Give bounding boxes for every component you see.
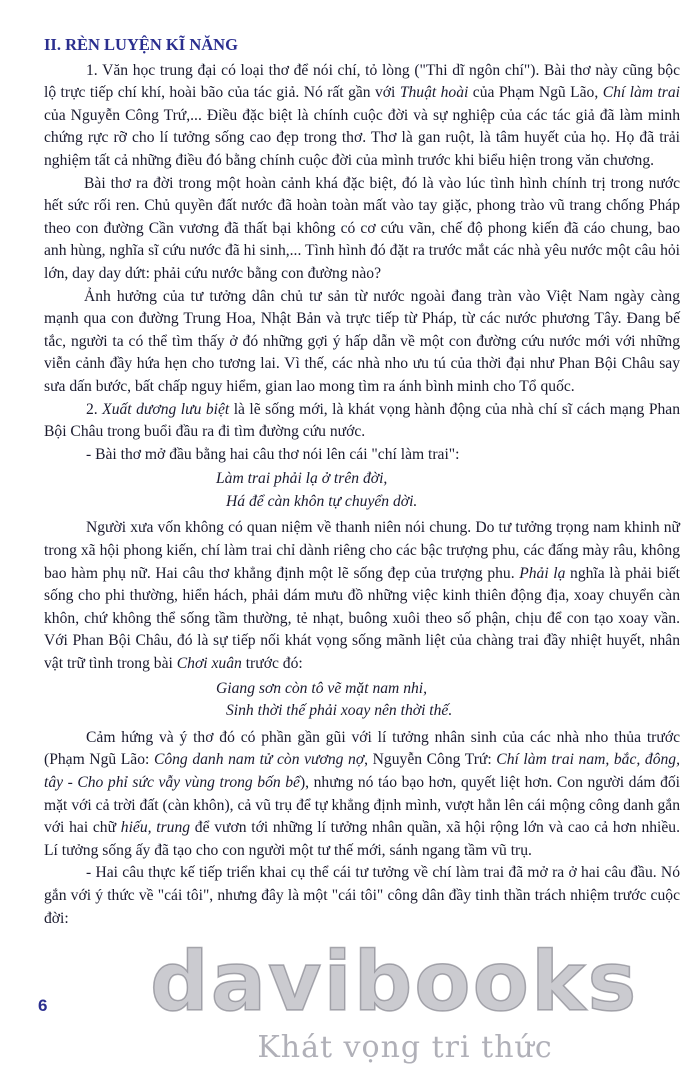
text-run: ), nhưng nó táo bạo hơn, quyết liệt hơn. Con người dám đối mặt với cả trời đất (càn khôn), cả vũ trụ để tự khẳng định mình, vượt hẳn lên cái mộng công danh gắn với hai chữ <box>44 774 680 837</box>
verse-line: Giang sơn còn tô vẽ mặt nam nhi, <box>216 679 428 697</box>
paragraph-2: Bài thơ ra đời trong một hoàn cảnh khá đặc biệt, đó là vào lúc tình hình chính trị trong nước hết sức rối ren. Chủ quyền đất nước đã hoàn toàn mất vào tay giặc, phong trào vũ trang chống Pháp theo con đường Cần vương đã thất bại không có cơ cứu vãn, chế độ phong kiến đã cáo chung, bao anh hùng, nghĩa sĩ cứu nước đã hi sinh,... Tình hình đó đặt ra trước mắt các nhà yêu nước một câu hỏi lớn, day day dứt: phải cứu nước bằng con đường nào? <box>44 174 680 282</box>
italic-title: Chí làm trai <box>602 84 680 102</box>
paragraph-4 <box>44 399 680 444</box>
paragraph-8: - Hai câu thực kế tiếp triển khai cụ thể cái tư tưởng về chí làm trai đã mở ra ở hai câu đầu. Nó gắn với ý thức về "cái tôi", nhưng đây là một "cái tôi" công dân đầy tinh thần trách nhiệm trước cuộc đời: <box>44 864 680 927</box>
text-run: Cảm hứng và ý thơ đó có phần gần gũi với lí tưởng nhân sinh của các nhà nho thủa trước (Phạm Ngũ Lão: <box>44 728 680 769</box>
watermark-tagline: Khát vọng tri thức <box>257 1030 553 1065</box>
text-run: của Nguyễn Công Trứ,... Điều đặc biệt là chính cuộc đời và sự nghiệp của các tác giả đã làm minh chứng rực rỡ cho lí tưởng sống cao đẹp trong thơ. Thơ là gan ruột, là tâm huyết của họ. Họ đã trải nghiệm tất cả những điều đó bằng chính cuộc đời của mình trước khi biểu hiện trong văn chương. <box>44 106 680 169</box>
text-run: Người xưa vốn không có quan niệm về thanh niên nói chung. Do tư tưởng trọng nam khinh nữ trong xã hội phong kiến, chí làm trai chỉ dành riêng cho các bậc trượng phu, các đấng mày râu, không bao hàm phụ nữ. Hai câu thơ khẳng định một lẽ sống đẹp của trượng phu. <box>44 519 680 582</box>
watermark-brand: davibooks <box>150 935 639 1030</box>
text-run: để vươn tới những lí tưởng nhân quần, xã hội rộng lớn và cao cả hơn nhiều. Lí tưởng sống ấy đã tạo cho con người một tư thế mới, sánh ngang tầm vũ trụ. <box>44 819 680 859</box>
paragraph-1 <box>44 60 680 173</box>
text-run: 1. Văn học trung đại có loại thơ để nói chí, tỏ lòng ("Thi dĩ ngôn chí"). Bài thơ này cũng bộc lộ trực tiếp chí khí, hoài bão của tác giả. Nó rất gần với <box>44 61 680 102</box>
italic-phrase: hiếu, trung <box>120 819 191 837</box>
page-number: 6 <box>38 996 48 1015</box>
verse-line: Há để càn khôn tự chuyển dời. <box>226 492 418 510</box>
paragraph-7 <box>44 727 680 863</box>
italic-title: Thuật hoài <box>399 84 469 102</box>
text-run: là lẽ sống mới, là khát vọng hành động của nhà chí sĩ cách mạng Phan Bội Châu trong buổi đầu ra đi tìm đường cứu nước. <box>44 400 681 441</box>
verse-line: Làm trai phải lạ ở trên đời, <box>216 470 388 488</box>
text-run: , Nguyễn Công Trứ: <box>364 751 497 769</box>
italic-quote: Công danh nam tử còn vương nợ <box>153 751 365 769</box>
verse-block-1 <box>44 468 680 513</box>
text-run: 2. <box>86 400 103 418</box>
text-run: của Phạm Ngũ Lão, <box>468 84 603 102</box>
section-heading: II. RÈN LUYỆN KĨ NĂNG <box>44 35 238 54</box>
text-run: nghĩa là phải biết sống cho phi thường, hiển hách, phải dám mưu đồ những việc kinh thiên động địa, xoay chuyển càn khôn, chứ không thể sống tầm thường, tẻ nhạt, buông xuôi theo số phận, chịu để con tạo xoay vần. Với Phan Bội Châu, đó là sự tiếp nối khát vọng sống mãnh liệt của chàng trai đầy nhiệt huyết, nhân vật trữ tình trong bài <box>44 564 680 673</box>
paragraph-6 <box>44 517 680 675</box>
page-content <box>44 30 680 930</box>
text-run: trước đó: <box>241 655 303 673</box>
verse-line: Sinh thời thế phải xoay nên thời thế. <box>226 702 453 720</box>
italic-quote: Chí làm trai nam, bắc, đông, tây - Cho phỉ sức vẫy vùng trong bốn bể <box>44 751 680 791</box>
italic-title: Chơi xuân <box>176 655 242 673</box>
italic-title: Xuất dương lưu biệt <box>102 400 230 418</box>
verse-block-2 <box>44 678 680 723</box>
italic-phrase: Phải lạ <box>519 564 566 582</box>
paragraph-5: - Bài thơ mở đầu bằng hai câu thơ nói lên cái "chí làm trai": <box>86 445 460 463</box>
paragraph-3: Ảnh hưởng của tư tưởng dân chủ tư sản từ nước ngoài đang tràn vào Việt Nam ngày càng mạnh qua con đường Trung Hoa, Nhật Bản và trực tiếp từ Pháp, từ các nước phương Tây. Đang bế tắc, người ta có thể tìm thấy ở đó những gợi ý hấp dẫn về một con đường cứu nước mới với những viễn cảnh đầy hứa hẹn cho tương lai. Vì thế, các nhà nho ưu tú của thời đại như Phan Bội Châu say sưa dấn bước, bất chấp nguy hiểm, gian lao mong tìm ra ánh bình minh cho Tổ quốc. <box>44 287 680 395</box>
